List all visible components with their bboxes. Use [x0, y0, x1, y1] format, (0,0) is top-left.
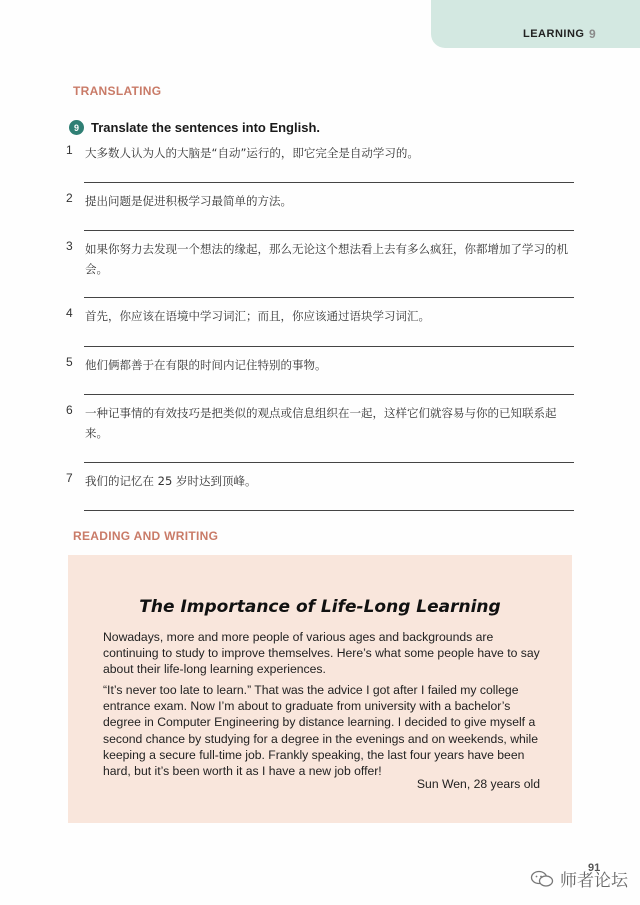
unit-number: 9 — [589, 27, 596, 41]
reading-passage-box — [68, 555, 572, 823]
item-sentence: 他们俩都善于在有限的时间内记住特别的事物。 — [85, 358, 327, 372]
exercise-instruction — [69, 120, 320, 135]
answer-line-6[interactable] — [84, 462, 574, 463]
intro-paragraph: Nowadays, more and more people of various ages and backgrounds are continuing to study to improve themselves. Here’s what some people have to say about their life-long learning experiences. — [103, 630, 540, 677]
answer-line-7[interactable] — [84, 510, 574, 511]
answer-line-5[interactable] — [84, 394, 574, 395]
item-number: 4 — [66, 306, 73, 320]
chapter-header-tab — [431, 0, 640, 48]
watermark — [530, 866, 628, 891]
item-sentence: 提出问题是促进积极学习最简单的方法。 — [85, 194, 292, 208]
item-number: 6 — [66, 403, 73, 417]
reading-section-title: READING AND WRITING — [73, 529, 219, 543]
answer-line-2[interactable] — [84, 230, 574, 231]
instruction-text: Translate the sentences into English. — [91, 120, 321, 135]
signature: Sun Wen, 28 years old — [416, 777, 540, 791]
article-title: The Importance of Life-Long Learning — [139, 597, 501, 617]
quote-paragraph: “It’s never too late to learn.” That was the advice I got after I failed my college entrance exam. Now I’m about to graduate from university with a bachelor’s degree in Computer Engineering by distance learning. I decided to give myself a second chance by studying for a degree in the evenings and on weekends, while keeping a secure full-time job. Frankly speaking, the last four years have been hard, but it’s been worth it as I have a new job offer! — [103, 683, 538, 779]
answer-line-4[interactable] — [84, 346, 574, 347]
exercise-number-badge: 9 — [69, 120, 84, 135]
wechat-icon — [530, 870, 554, 888]
answer-line-3[interactable] — [84, 297, 574, 298]
item-sentence: 一种记事情的有效技巧是把类似的观点或信息组织在一起，这样它们就容易与你的已知联系起来。 — [85, 406, 557, 440]
watermark-text: 师者论坛 — [560, 871, 628, 891]
item-sentence: 如果你努力去发现一个想法的缘起，那么无论这个想法看上去有多么疯狂，你都增加了学习的机会。 — [85, 242, 568, 276]
item-number: 7 — [66, 471, 73, 485]
item-number: 2 — [66, 191, 73, 205]
item-number: 1 — [66, 143, 73, 157]
translating-section-title: TRANSLATING — [73, 84, 162, 98]
item-sentence: 首先，你应该在语境中学习词汇；而且，你应该通过语块学习词汇。 — [85, 309, 430, 323]
answer-line-1[interactable] — [84, 182, 574, 183]
item-number: 5 — [66, 355, 73, 369]
item-sentence: 我们的记忆在 25 岁时达到顶峰。 — [85, 474, 257, 488]
chapter-label: LEARNING — [523, 28, 585, 40]
item-sentence: 大多数人认为人的大脑是“自动”运行的，即它完全是自动学习的。 — [85, 146, 419, 160]
page-number: 91 — [588, 862, 601, 874]
item-number: 3 — [66, 239, 73, 253]
